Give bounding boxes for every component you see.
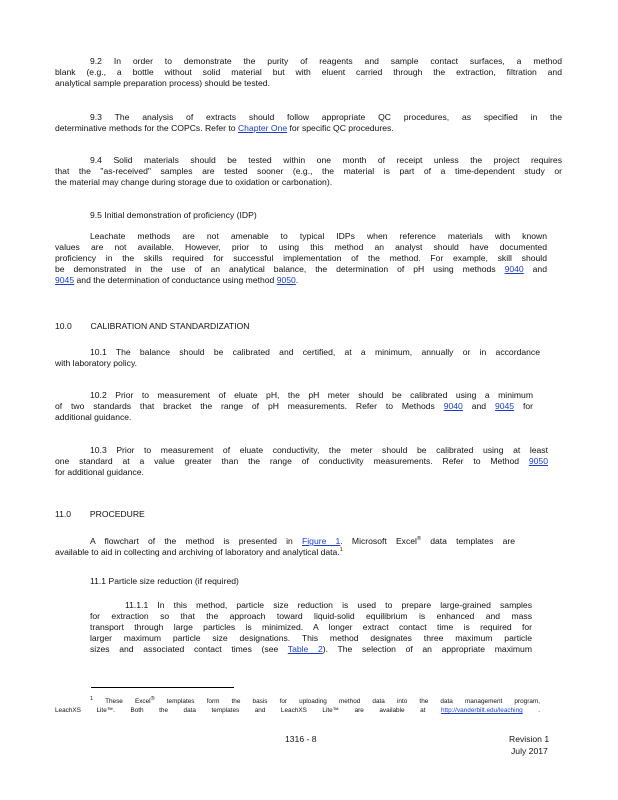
text-line	[55, 401, 533, 412]
text-line	[55, 456, 548, 467]
text-line: values are not available. However, prior to using this method an analyst should have documented	[55, 242, 547, 252]
text-line: 9.3 The analysis of extracts should follow appropriate QC procedures, as specified in the	[90, 112, 562, 122]
text-line: 10.3 Prior to measurement of eluate conductivity, the meter should be calibrated using at least	[90, 445, 548, 455]
text-segment: A flowchart of the method is presented in	[90, 536, 293, 546]
section-title: PROCEDURE	[89, 509, 145, 519]
text-line: that the "as-received" samples are tested sooner (e.g., the material is part of a time-dependent study or	[55, 166, 562, 176]
text-line: 10.1 The balance should be calibrated and certified, at a minimum, annually or in accordance	[90, 347, 540, 357]
text-segment: of two standards that bracket the range of pH measurements. Refer to Methods	[55, 401, 435, 411]
text-segment: determinative methods for the COPCs. Refer to	[55, 123, 236, 133]
method-9045-link[interactable]: 9045	[494, 401, 515, 411]
registered-mark: ®	[416, 536, 422, 543]
section-number: 10.0	[55, 321, 72, 331]
text-line: for additional guidance.	[55, 467, 144, 477]
subsection-title: 11.1 Particle size reduction (if required)	[90, 576, 239, 586]
text-segment: .	[538, 707, 540, 714]
footnote	[55, 697, 540, 715]
footnote-line	[55, 697, 540, 706]
paragraph-10-3	[55, 445, 548, 478]
text-line: 11.1.1 In this method, particle size reduction is used to prepare large-grained samples	[125, 600, 532, 610]
text-line: for extraction so that the approach toward liquid-solid equilibrium is enhanced and mass	[90, 611, 532, 621]
method-9050-link[interactable]: 9050	[276, 275, 296, 285]
text-segment: and	[471, 401, 487, 411]
text-segment: be demonstrated in the use of an analytical balance, the determination of pH using methods	[55, 264, 496, 274]
page-number: 1316 - 8	[285, 734, 317, 744]
text-line	[55, 275, 547, 286]
method-9040-link[interactable]: 9040	[504, 264, 524, 274]
revision-label: Revision 1	[509, 734, 550, 744]
text-segment: one standard at a value greater than the range of conductivity measurements. Refer to Method	[55, 456, 520, 466]
text-segment: These Excel	[105, 698, 151, 705]
footnote-marker: 1	[90, 695, 94, 702]
subsection-heading-9-5	[90, 210, 257, 221]
chapter-one-link[interactable]: Chapter One	[237, 123, 288, 133]
text-line: the material may change during storage due to oxidation or carbonation).	[55, 177, 333, 187]
text-segment: available to aid in collecting and archiving of laboratory and analytical data.	[55, 547, 340, 557]
paragraph-9-3	[55, 112, 562, 134]
text-line: 9.2 In order to demonstrate the purity of reagents and sample contact surfaces, a method	[90, 56, 562, 66]
text-line: additional guidance.	[55, 412, 132, 422]
text-line	[55, 547, 515, 558]
text-line	[90, 644, 532, 655]
text-line	[55, 536, 515, 547]
text-line: larger maximum particle size designations. This method designates three maximum particle	[90, 633, 532, 643]
text-segment: templates form the basis for uploading method data into the data management program,	[166, 698, 540, 705]
section-title: CALIBRATION AND STANDARDIZATION	[90, 321, 250, 331]
method-9050-link[interactable]: 9050	[528, 456, 548, 466]
text-line	[55, 264, 547, 275]
text-segment: LeachXS Lite™. Both the data templates and LeachXS Lite™ are available at	[55, 707, 426, 714]
paragraph-9-5	[55, 231, 547, 286]
text-line: analytical sample preparation process) should be tested.	[55, 78, 270, 88]
text-line: proficiency in the skills required for successful implementation of the method. For example, skill should	[55, 253, 547, 263]
revision-date: July 2017	[511, 746, 548, 756]
text-segment: .	[295, 275, 299, 285]
text-line: with laboratory policy.	[55, 358, 137, 368]
footnote-line	[55, 706, 540, 715]
text-segment: sizes and associated contact times (see	[90, 644, 279, 654]
subsection-heading-11-1	[90, 576, 239, 587]
paragraph-9-2	[55, 56, 562, 89]
text-segment: and the determination of conductance using method	[76, 275, 275, 285]
paragraph-10-2	[55, 390, 533, 423]
paragraph-11	[55, 536, 515, 558]
footnote-separator	[91, 687, 234, 688]
table-2-link[interactable]: Table 2	[287, 644, 323, 654]
footnote-reference: 1	[339, 547, 343, 554]
text-line: 9.4 Solid materials should be tested within one month of receipt unless the project requires	[90, 155, 562, 165]
text-segment: . Microsoft Excel	[340, 536, 417, 546]
text-line: 10.2 Prior to measurement of eluate pH, the pH meter should be calibrated using a minimum	[90, 390, 533, 400]
registered-mark: ®	[150, 695, 155, 702]
section-number: 11.0	[55, 509, 72, 519]
method-9045-link[interactable]: 9045	[55, 275, 75, 285]
subsection-title: 9.5 Initial demonstration of proficiency (IDP)	[90, 210, 257, 220]
paragraph-9-4	[55, 155, 562, 188]
text-segment: ). The selection of an appropriate maximum	[322, 644, 532, 654]
text-line: blank (e.g., a bottle without solid material but with eluent carried through the extraction, filtration and	[55, 67, 562, 77]
section-heading-11	[55, 509, 145, 520]
text-segment: data templates are	[430, 536, 515, 546]
section-heading-10	[55, 321, 250, 332]
text-segment: for specific QC procedures.	[289, 123, 394, 133]
figure-1-link[interactable]: Figure 1	[302, 536, 341, 546]
text-segment: and	[532, 264, 547, 274]
text-line: transport through large particles is minimized. A longer extract contact time is required for	[90, 622, 532, 632]
paragraph-11-1-1	[90, 600, 532, 655]
text-line: Leachate methods are not amenable to typical IDPs when reference materials with known	[90, 231, 547, 241]
method-9040-link[interactable]: 9040	[443, 401, 463, 411]
paragraph-10-1	[55, 347, 540, 369]
text-segment: for	[522, 401, 534, 411]
text-line	[55, 123, 562, 134]
vanderbilt-leaching-link[interactable]: http://vanderbilt.edu/leaching	[440, 707, 523, 714]
